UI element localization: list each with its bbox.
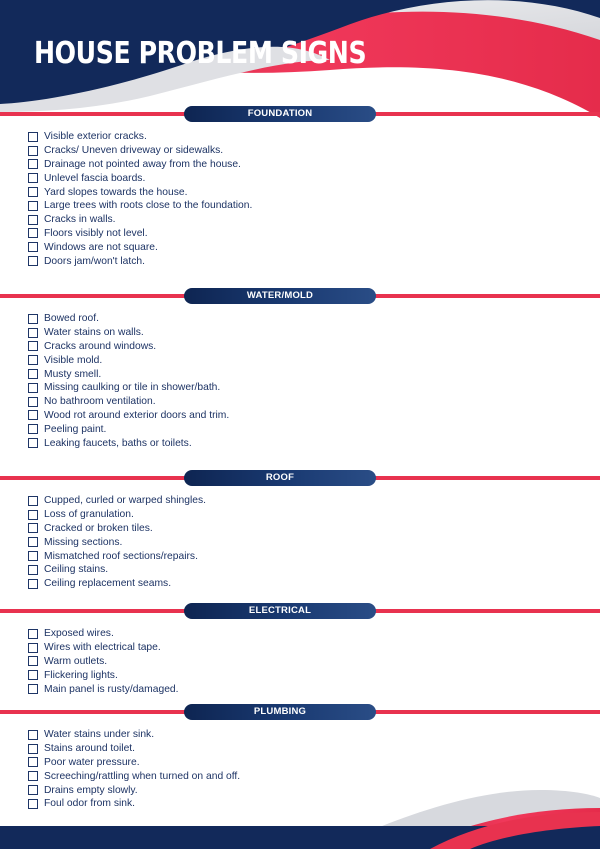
checklist-item [28, 494, 206, 508]
empty-checkbox-icon[interactable] [28, 341, 38, 351]
checklist-item [28, 254, 252, 268]
empty-checkbox-icon[interactable] [28, 510, 38, 520]
empty-checkbox-icon[interactable] [28, 785, 38, 795]
checklist-item [28, 655, 179, 669]
item-label: Cracks/ Uneven driveway or sidewalks. [44, 145, 224, 157]
item-label: Wires with electrical tape. [44, 642, 161, 654]
item-label: Water stains under sink. [44, 729, 155, 741]
checklist-item [28, 395, 229, 409]
item-label: Doors jam/won't latch. [44, 255, 145, 267]
checklist-item [28, 171, 252, 185]
checklist [28, 494, 206, 591]
empty-checkbox-icon[interactable] [28, 523, 38, 533]
item-label: Cracks in walls. [44, 214, 116, 226]
checklist-item [28, 563, 206, 577]
checklist-item [28, 627, 179, 641]
empty-checkbox-icon[interactable] [28, 132, 38, 142]
item-label: Ceiling stains. [44, 564, 109, 576]
empty-checkbox-icon[interactable] [28, 228, 38, 238]
item-label: Missing sections. [44, 536, 123, 548]
checklist-item [28, 213, 252, 227]
empty-checkbox-icon[interactable] [28, 383, 38, 393]
item-label: Visible exterior cracks. [44, 131, 147, 143]
item-label: Flickering lights. [44, 669, 118, 681]
checklist-item [28, 769, 240, 783]
item-label: Missing caulking or tile in shower/bath. [44, 382, 221, 394]
item-label: Cracked or broken tiles. [44, 522, 153, 534]
item-label: Peeling paint. [44, 423, 107, 435]
empty-checkbox-icon[interactable] [28, 146, 38, 156]
item-label: Visible mold. [44, 354, 103, 366]
empty-checkbox-icon[interactable] [28, 242, 38, 252]
checklist-item [28, 577, 206, 591]
checklist-item [28, 436, 229, 450]
empty-checkbox-icon[interactable] [28, 187, 38, 197]
checklist-item [28, 185, 252, 199]
empty-checkbox-icon[interactable] [28, 410, 38, 420]
checklist-item [28, 783, 240, 797]
checklist-item [28, 409, 229, 423]
item-label: Yard slopes towards the house. [44, 186, 188, 198]
empty-checkbox-icon[interactable] [28, 551, 38, 561]
empty-checkbox-icon[interactable] [28, 256, 38, 266]
empty-checkbox-icon[interactable] [28, 579, 38, 589]
item-label: Mismatched roof sections/repairs. [44, 550, 198, 562]
checklist-item [28, 158, 252, 172]
checklist-item [28, 728, 240, 742]
item-label: Loss of granulation. [44, 509, 134, 521]
item-label: Leaking faucets, baths or toilets. [44, 437, 192, 449]
empty-checkbox-icon[interactable] [28, 744, 38, 754]
checklist-item [28, 353, 229, 367]
section-heading: WATER/MOLD [184, 288, 376, 304]
empty-checkbox-icon[interactable] [28, 629, 38, 639]
empty-checkbox-icon[interactable] [28, 355, 38, 365]
checklist-item [28, 641, 179, 655]
checklist-item [28, 756, 240, 770]
section-heading: ELECTRICAL [184, 603, 376, 619]
item-label: Water stains on walls. [44, 327, 144, 339]
item-label: Main panel is rusty/damaged. [44, 683, 179, 695]
checklist [28, 312, 229, 450]
empty-checkbox-icon[interactable] [28, 799, 38, 809]
empty-checkbox-icon[interactable] [28, 201, 38, 211]
empty-checkbox-icon[interactable] [28, 565, 38, 575]
empty-checkbox-icon[interactable] [28, 369, 38, 379]
section-heading: FOUNDATION [184, 106, 376, 122]
checklist-item [28, 312, 229, 326]
empty-checkbox-icon[interactable] [28, 159, 38, 169]
item-label: Windows are not square. [44, 241, 158, 253]
item-label: Unlevel fascia boards. [44, 172, 146, 184]
checklist-item [28, 422, 229, 436]
empty-checkbox-icon[interactable] [28, 537, 38, 547]
checklist-item [28, 508, 206, 522]
empty-checkbox-icon[interactable] [28, 397, 38, 407]
item-label: Large trees with roots close to the foundation. [44, 200, 253, 212]
empty-checkbox-icon[interactable] [28, 438, 38, 448]
empty-checkbox-icon[interactable] [28, 757, 38, 767]
checklist-item [28, 522, 206, 536]
item-label: Cracks around windows. [44, 340, 157, 352]
empty-checkbox-icon[interactable] [28, 771, 38, 781]
checklist-item [28, 130, 252, 144]
checklist-item [28, 199, 252, 213]
item-label: Poor water pressure. [44, 756, 140, 768]
checklist-item [28, 227, 252, 241]
item-label: Exposed wires. [44, 628, 114, 640]
section-heading: PLUMBING [184, 704, 376, 720]
checklist [28, 728, 240, 811]
checklist-item [28, 367, 229, 381]
empty-checkbox-icon[interactable] [28, 730, 38, 740]
section-heading: ROOF [184, 470, 376, 486]
checklist-item [28, 668, 179, 682]
empty-checkbox-icon[interactable] [28, 684, 38, 694]
checklist-item [28, 144, 252, 158]
empty-checkbox-icon[interactable] [28, 314, 38, 324]
item-label: Ceiling replacement seams. [44, 578, 172, 590]
checklist-item [28, 742, 240, 756]
checklist-item [28, 240, 252, 254]
checklist-item [28, 340, 229, 354]
checklist-item [28, 381, 229, 395]
item-label: Musty smell. [44, 368, 102, 380]
empty-checkbox-icon[interactable] [28, 670, 38, 680]
checklist-item [28, 326, 229, 340]
checklist [28, 627, 179, 696]
empty-checkbox-icon[interactable] [28, 215, 38, 225]
checklist-item [28, 549, 206, 563]
item-label: Cupped, curled or warped shingles. [44, 495, 206, 507]
item-label: Drainage not pointed away from the house. [44, 158, 241, 170]
item-label: Stains around toilet. [44, 743, 136, 755]
checklist-item [28, 797, 240, 811]
item-label: Drains empty slowly. [44, 784, 138, 796]
empty-checkbox-icon[interactable] [28, 424, 38, 434]
item-label: Foul odor from sink. [44, 798, 135, 810]
checklist-item [28, 682, 179, 696]
empty-checkbox-icon[interactable] [28, 328, 38, 338]
item-label: Warm outlets. [44, 655, 108, 667]
item-label: Wood rot around exterior doors and trim. [44, 409, 230, 421]
checklist-item [28, 535, 206, 549]
item-label: Floors visibly not level. [44, 227, 148, 239]
page-title: HOUSE PROBLEM SIGNS [34, 36, 367, 71]
empty-checkbox-icon[interactable] [28, 656, 38, 666]
checklist [28, 130, 252, 268]
item-label: No bathroom ventilation. [44, 396, 156, 408]
item-label: Screeching/rattling when turned on and off. [44, 770, 241, 782]
item-label: Bowed roof. [44, 313, 99, 325]
empty-checkbox-icon[interactable] [28, 643, 38, 653]
empty-checkbox-icon[interactable] [28, 173, 38, 183]
empty-checkbox-icon[interactable] [28, 496, 38, 506]
